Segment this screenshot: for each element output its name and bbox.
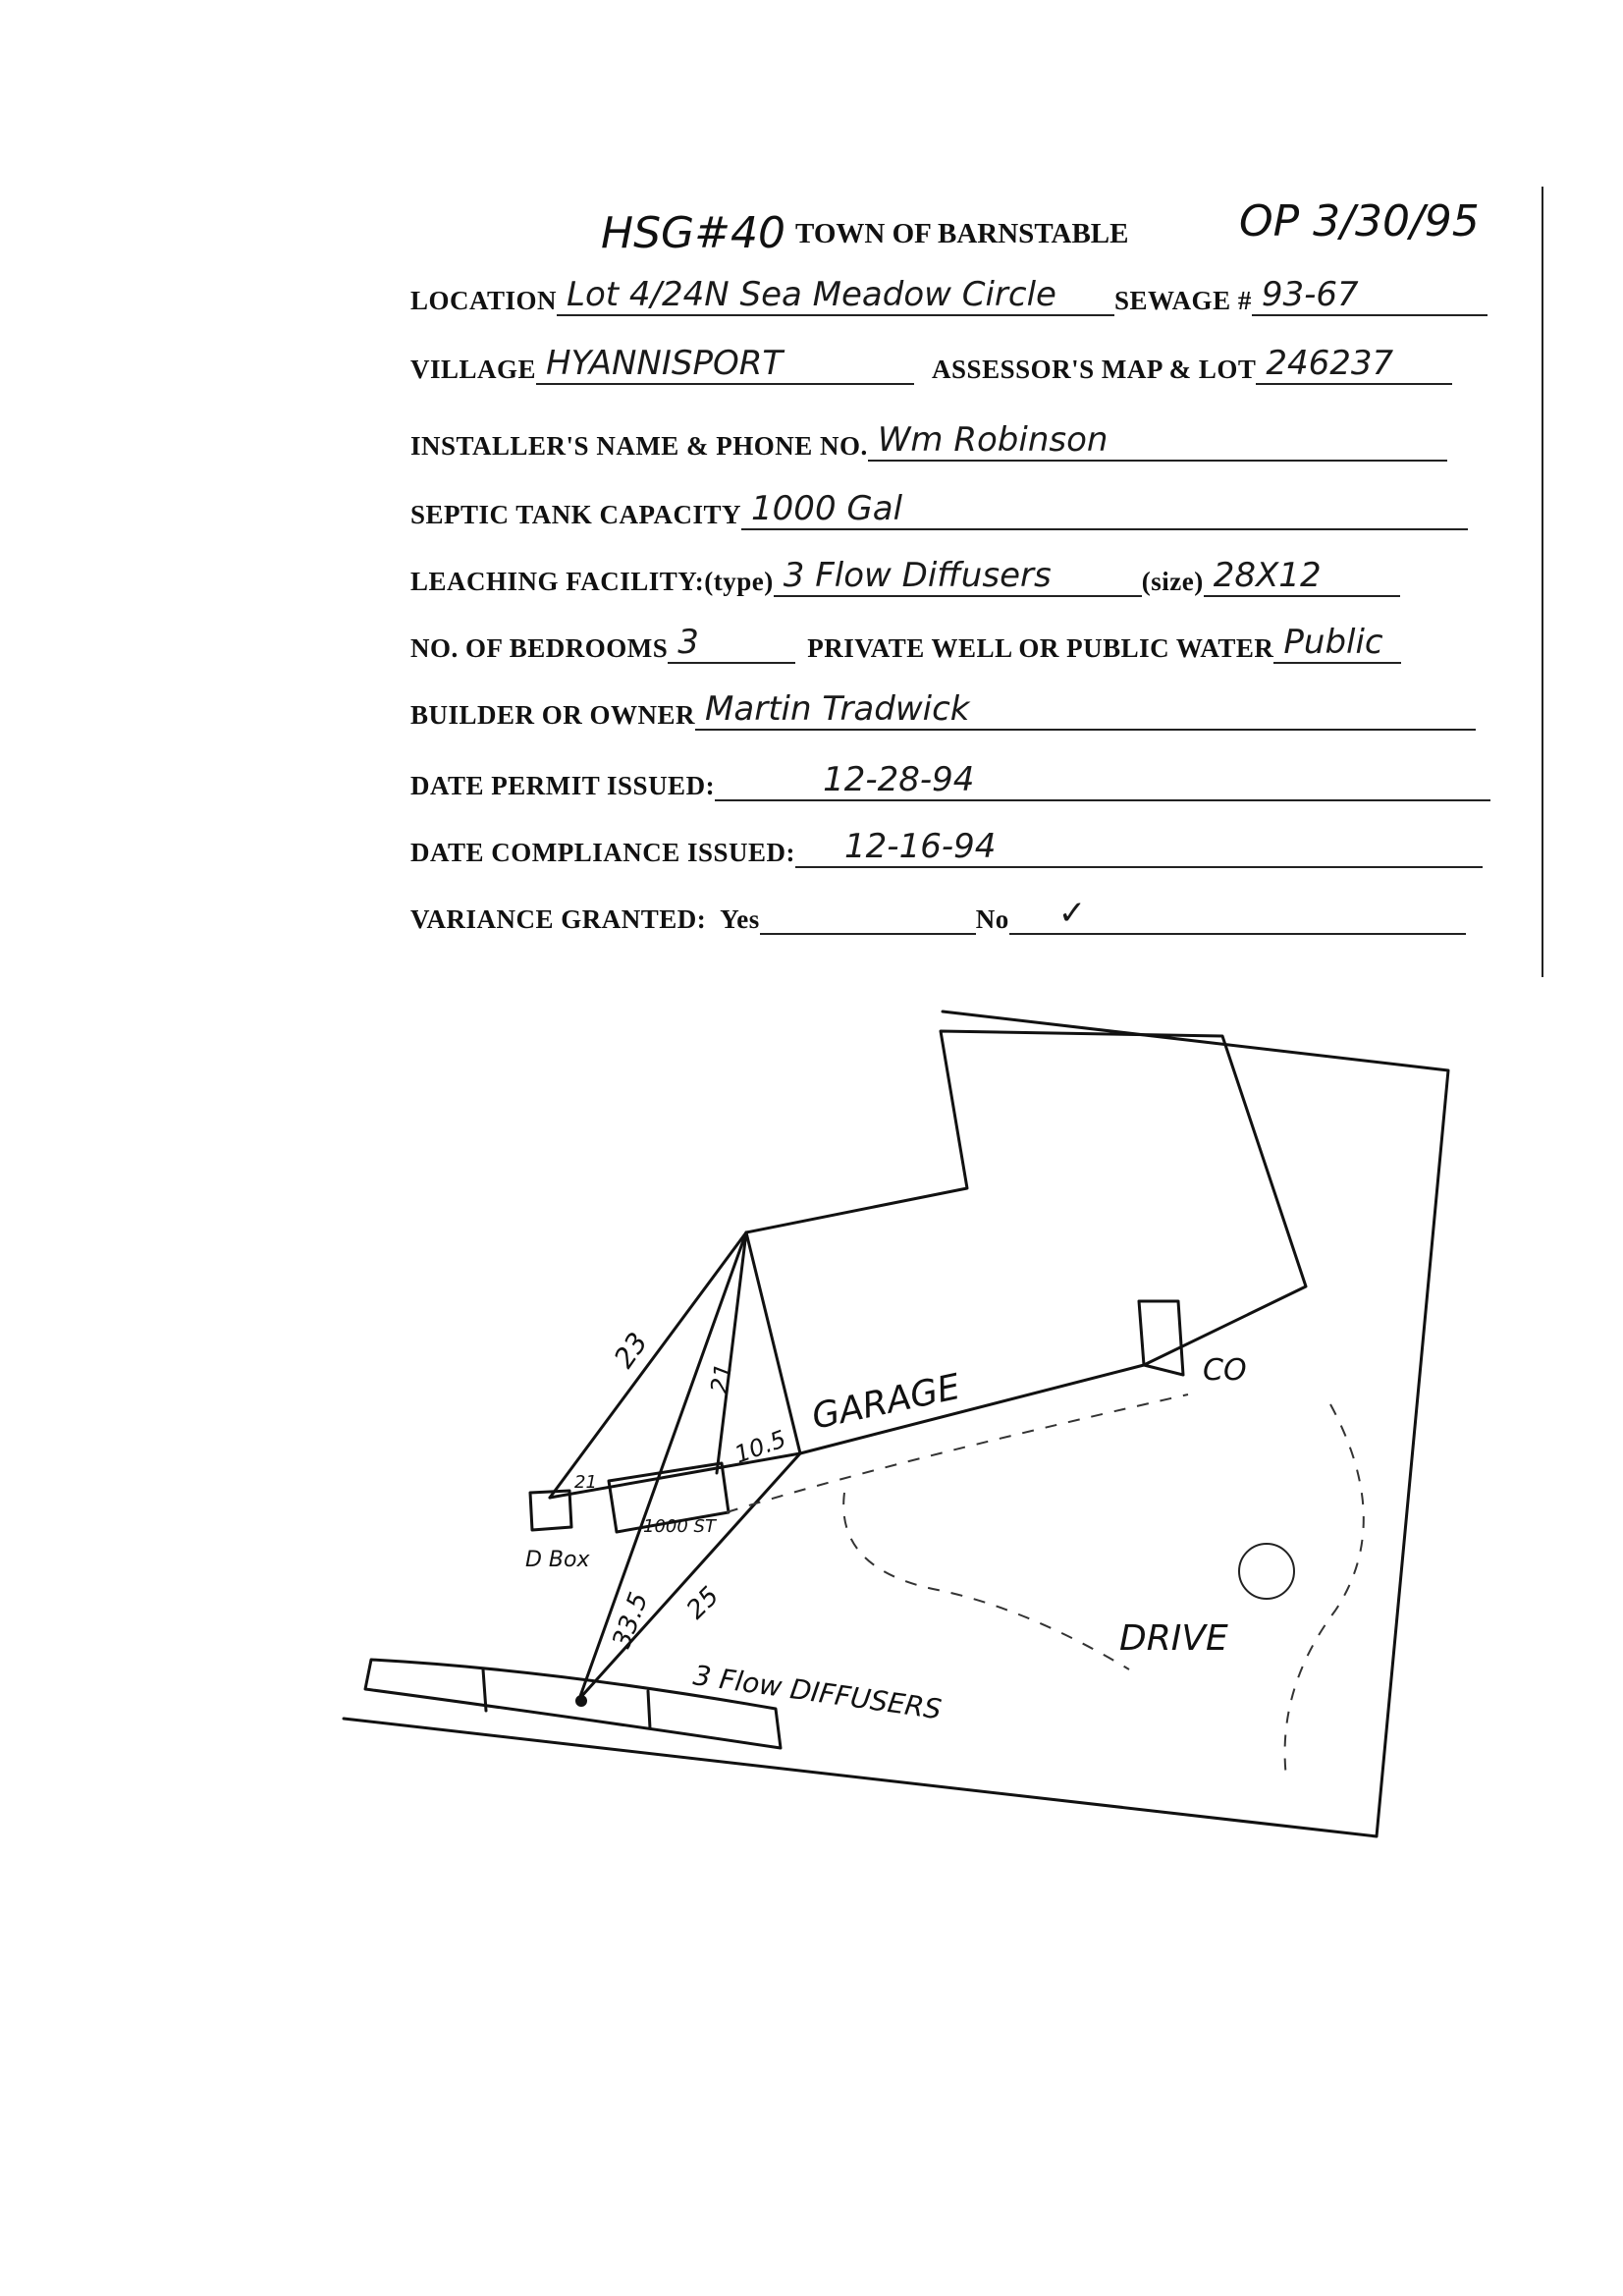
bedrooms-label: NO. OF BEDROOMS xyxy=(410,633,669,663)
installer-value: Wm Robinson xyxy=(877,420,1109,460)
dim-21b: 21 xyxy=(574,1472,597,1493)
house-wall xyxy=(746,1232,800,1453)
location-label: LOCATION xyxy=(410,286,558,315)
builder-label: BUILDER OR OWNER xyxy=(410,700,696,730)
village-label: VILLAGE xyxy=(410,355,537,384)
water-value: Public xyxy=(1283,623,1383,662)
permit-label: DATE PERMIT ISSUED: xyxy=(410,771,716,800)
variance-yes-label: Yes xyxy=(720,904,760,934)
village-value: HYANNISPORT xyxy=(546,344,784,383)
dim-23: 23 xyxy=(607,1326,655,1375)
water-label: PRIVATE WELL OR PUBLIC WATER xyxy=(807,633,1274,663)
drive-curve xyxy=(1285,1404,1364,1777)
dim-335: 33.5 xyxy=(607,1588,655,1653)
leaching-value: 3 Flow Diffusers xyxy=(783,556,1052,595)
dbox-label: D Box xyxy=(525,1548,590,1572)
tree-marker xyxy=(1239,1544,1294,1599)
variance-no-label: No xyxy=(975,904,1009,934)
drive-curve-2 xyxy=(843,1493,1129,1669)
page-title: TOWN OF BARNSTABLE xyxy=(795,218,1129,249)
co-label: CO xyxy=(1203,1353,1247,1388)
bedrooms-value: 3 xyxy=(677,623,699,662)
sewage-label: SEWAGE # xyxy=(1114,286,1252,315)
septic-label: SEPTIC TANK CAPACITY xyxy=(410,500,742,529)
reference-point xyxy=(575,1695,587,1707)
leaching-label: LEACHING FACILITY:(type) xyxy=(410,567,774,596)
op-date: OP 3/30/95 xyxy=(1239,196,1480,246)
garage-label: GARAGE xyxy=(808,1366,964,1438)
dim-21a: 21 xyxy=(705,1361,738,1396)
sewage-value: 93-67 xyxy=(1261,275,1359,314)
compliance-label: DATE COMPLIANCE ISSUED: xyxy=(410,838,796,867)
assessor-value: 246237 xyxy=(1266,344,1394,383)
location-value: Lot 4/24N Sea Meadow Circle xyxy=(567,275,1056,314)
size-value: 28X12 xyxy=(1213,556,1322,595)
builder-value: Martin Tradwick xyxy=(705,689,970,729)
dim-25: 25 xyxy=(680,1581,726,1625)
size-label: (size) xyxy=(1141,567,1204,596)
septic-value: 1000 Gal xyxy=(751,489,903,528)
permit-value: 12-28-94 xyxy=(823,760,975,799)
installer-label: INSTALLER'S NAME & PHONE NO. xyxy=(410,431,868,461)
line-25 xyxy=(579,1453,800,1699)
diffusers-label: 3 Flow DIFFUSERS xyxy=(691,1659,944,1726)
drive-label: DRIVE xyxy=(1119,1618,1228,1659)
assessor-label: ASSESSOR'S MAP & LOT xyxy=(932,355,1257,384)
compliance-value: 12-16-94 xyxy=(844,827,997,866)
hsg-number: HSG#40 xyxy=(601,208,785,258)
house-outline xyxy=(746,1031,1306,1453)
variance-no-value: ✓ xyxy=(1057,894,1087,933)
tank-label: 1000 ST xyxy=(643,1516,716,1537)
dim-105: 10.5 xyxy=(730,1425,790,1469)
variance-label: VARIANCE GRANTED: xyxy=(410,904,707,934)
